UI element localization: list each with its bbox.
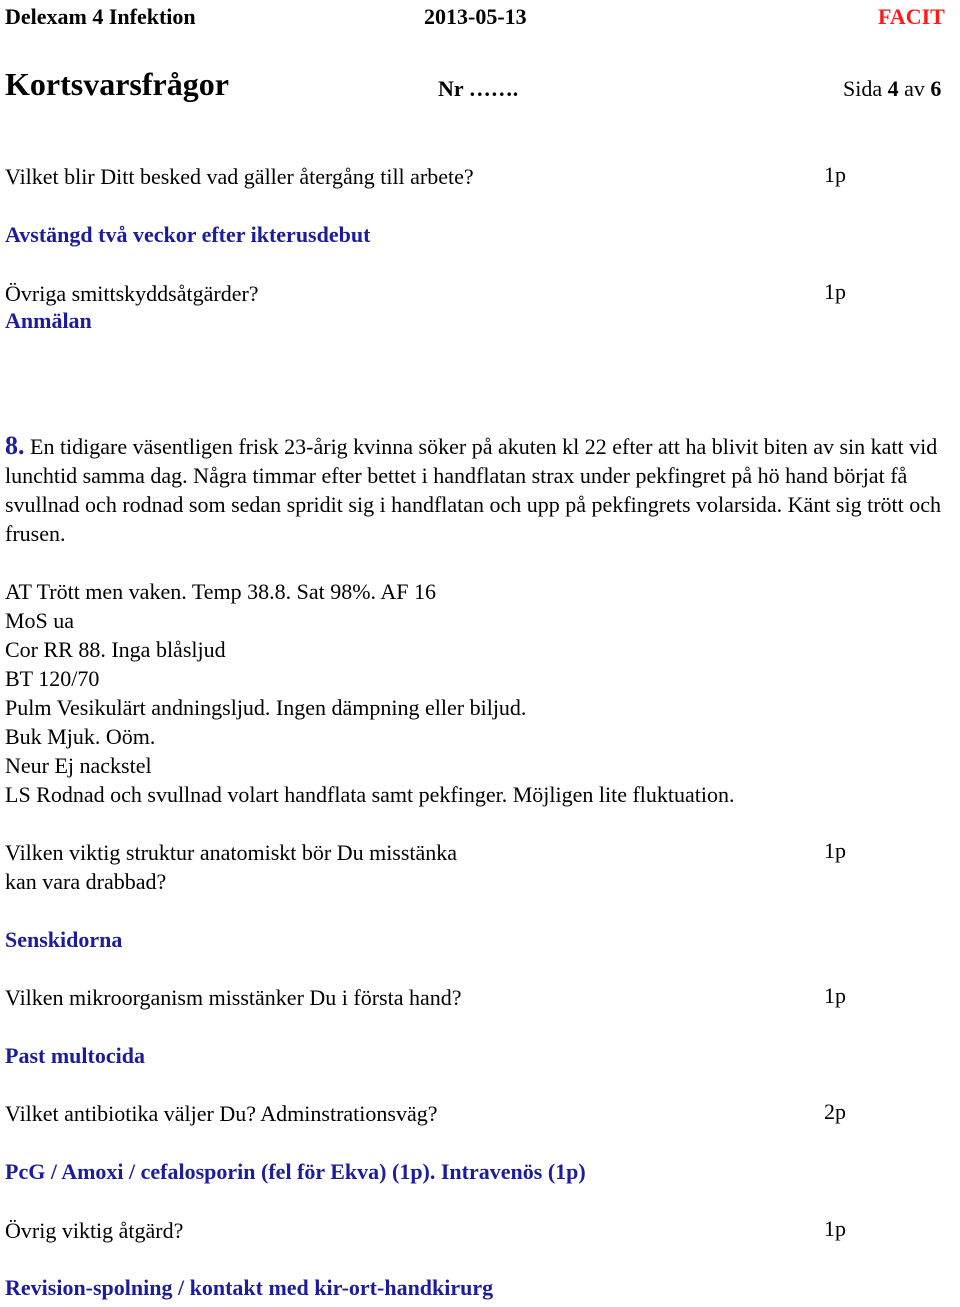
question-structure-cont: kan vara drabbad? <box>5 869 167 894</box>
status-line: Cor RR 88. Inga blåsljud <box>5 637 226 662</box>
page-title: Kortsvarsfrågor <box>5 66 229 102</box>
page-total: 6 <box>930 76 942 101</box>
facit-label: FACIT <box>878 4 945 29</box>
answer-other-action: Revision-spolning / kontakt med kir-ort-handkirurg <box>5 1275 494 1300</box>
question-antibiotic: Vilket antibiotika väljer Du? Adminstrationsväg? <box>5 1101 438 1126</box>
answer-other-measures: Anmälan <box>5 308 92 333</box>
number-field: Nr ……. <box>438 76 519 101</box>
points-structure: 1p <box>824 838 846 863</box>
answer-microorganism: Past multocida <box>5 1043 145 1068</box>
question-work: Vilket blir Ditt besked vad gäller återgång till arbete? <box>5 164 474 189</box>
status-line: LS Rodnad och svullnad volart handflata samt pekfinger. Möjligen lite fluktuation. <box>5 782 735 807</box>
status-line: AT Trött men vaken. Temp 38.8. Sat 98%. AF 16 <box>5 579 436 604</box>
page-of: av <box>904 76 925 101</box>
points-work: 1p <box>824 162 846 187</box>
question-other-action: Övrig viktig åtgärd? <box>5 1218 184 1243</box>
status-line: Buk Mjuk. Oöm. <box>5 724 156 749</box>
status-line: BT 120/70 <box>5 666 100 691</box>
points-other-measures: 1p <box>824 279 846 304</box>
answer-work: Avstängd två veckor efter ikterusdebut <box>5 222 371 247</box>
page-number: 4 <box>887 76 899 101</box>
question-other-measures: Övriga smittskyddsåtgärder? <box>5 281 259 306</box>
points-other-action: 1p <box>824 1216 846 1241</box>
points-microorganism: 1p <box>824 983 846 1008</box>
status-line: Pulm Vesikulärt andningsljud. Ingen dämpning eller biljud. <box>5 695 527 720</box>
status-line: MoS ua <box>5 608 75 633</box>
question-microorganism: Vilken mikroorganism misstänker Du i första hand? <box>5 985 462 1010</box>
status-line: Neur Ej nackstel <box>5 753 152 778</box>
question-structure: Vilken viktig struktur anatomiskt bör Du misstänka <box>5 840 458 865</box>
case-number: 8. <box>5 431 25 460</box>
page-indicator <box>843 76 941 102</box>
answer-antibiotic: PcG / Amoxi / cefalosporin (fel för Ekva) (1p). Intravenös (1p) <box>5 1159 586 1184</box>
case-8-intro <box>5 431 955 548</box>
case-text: En tidigare väsentligen frisk 23-årig kvinna söker på akuten kl 22 efter att ha blivit biten av sin katt vid lunchtid samma dag. Några timmar efter bettet i handflatan strax under pekfingret på hö hand börjat få svullnad och rodnad som sedan spridit sig i handflatan och upp på pekfingrets volarsida. Känt sig trött och frusen. <box>5 434 942 546</box>
answer-structure: Senskidorna <box>5 927 123 952</box>
exam-date: 2013-05-13 <box>424 4 527 29</box>
page-prefix: Sida <box>843 76 883 101</box>
points-antibiotic: 2p <box>824 1099 846 1124</box>
course-title: Delexam 4 Infektion <box>5 4 196 29</box>
